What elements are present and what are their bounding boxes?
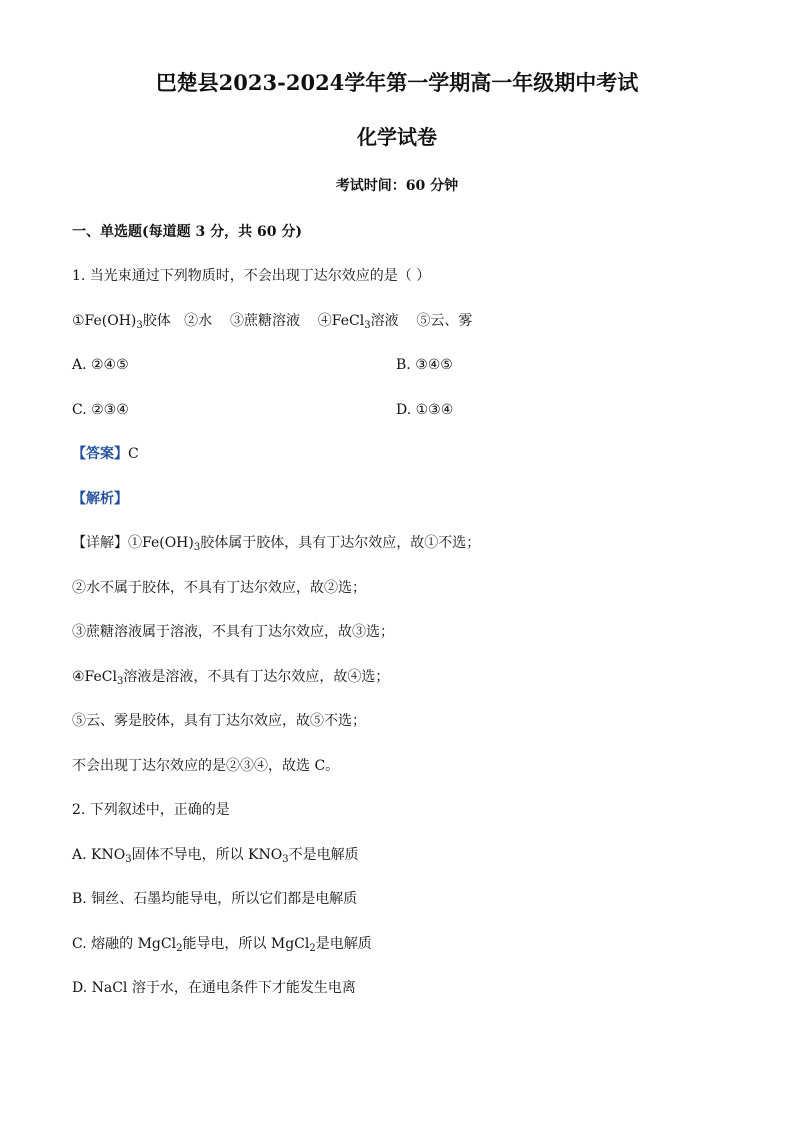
question-1-option-a: A. ②④⑤ [72,357,129,373]
question-2-option-a: A. $KNO_3$固体不导电，所以 $KNO_3$不是电解质 [72,847,359,865]
page-title: 巴楚县2023-2024学年第一学期高一年级期中考试 [155,70,639,95]
question-1-items [72,310,472,332]
analysis-tag: 【解析】 [72,491,128,507]
question-1-option-d: D. ①③④ [396,402,454,418]
question-1-stem: 1. 当光束通过下列物质时，不会出现丁达尔效应的是（ ） [72,268,431,284]
detail-tag: 【详解】 [72,535,128,551]
item-2: ②水 [184,313,213,329]
answer-tag: 【答案】 [72,446,128,462]
answer-value: C [128,446,139,462]
question-2-option-b: B. 铜丝、石墨均能导电，所以它们都是电解质 [72,891,358,907]
question-1-answer [72,443,139,465]
item-1: $①Fe(OH)_3$胶体 [72,313,171,331]
question-1-option-c: C. ②③④ [72,402,129,418]
question-2-stem: 2. 下列叙述中，正确的是 [72,802,230,818]
detail-line-4: ④FeCl$_3$溶液是溶液，不具有丁达尔效应，故④选； [72,669,390,687]
item-5: ⑤云、雾 [416,313,473,329]
detail-line-5: ⑤云、雾是胶体，具有丁达尔效应，故⑤不选； [72,713,366,729]
detail-line-2: ②水不属于胶体，不具有丁达尔效应，故②选； [72,580,366,596]
item-3: ③蔗糖溶液 [229,313,300,329]
question-2-option-c: C. 熔融的 MgCl$_2$能导电，所以 MgCl$_2$是电解质 [72,936,372,954]
detail-line-3: ③蔗糖溶液属于溶液，不具有丁达尔效应，故③选； [72,624,394,640]
detail-line-1: 【详解】$①Fe(OH)_3$胶体属于胶体，具有丁达尔效应，故①不选； [72,535,481,553]
question-1-option-b: B. ③④⑤ [396,357,453,373]
section-heading: 一、单选题(每道题 3 分，共 60 分) [72,224,302,240]
page-subtitle: 化学试卷 [357,125,437,149]
detail-line-6: 不会出现丁达尔效应的是②③④，故选 C。 [72,758,340,774]
question-2-option-d: D. NaCl 溶于水，在通电条件下才能发生电离 [72,980,356,996]
item-4: ④FeCl$_3$溶液 [317,313,399,331]
exam-time: 考试时间：60 分钟 [335,178,459,194]
question-1-analysis [72,488,128,510]
